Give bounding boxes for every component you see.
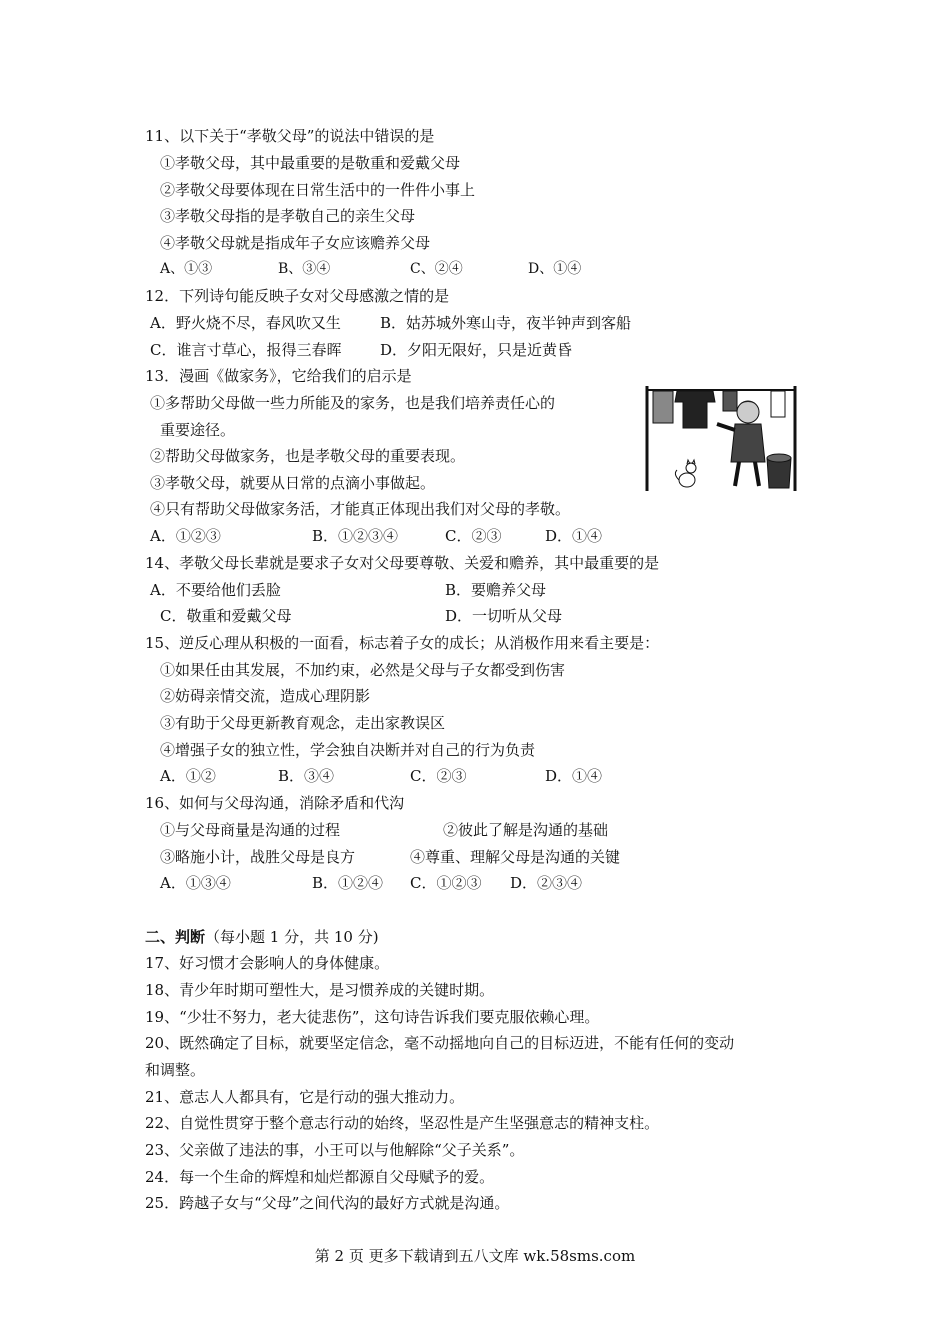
- q15-item-3: ③有助于父母更新教育观念，走出家教误区: [160, 714, 446, 732]
- q14-option-a: A．不要给他们丢脸: [150, 581, 281, 599]
- q11-item-3: ③孝敬父母指的是孝敬自己的亲生父母: [160, 207, 416, 225]
- q15-option-c: C．②③: [410, 767, 467, 785]
- section2-heading: [145, 927, 379, 947]
- q15-option-a: A．①②: [160, 767, 216, 785]
- page-footer: 第 2 页 更多下载请到五八文库 wk.58sms.com: [314, 1247, 636, 1265]
- q13-option-a: A．①②③: [150, 527, 221, 545]
- q12-option-a: A．野火烧不尽，春风吹又生: [150, 314, 341, 332]
- q11-item-4: ④孝敬父母就是指成年子女应该赡养父母: [160, 234, 431, 252]
- q15-item-4: ④增强子女的独立性，学会独自决断并对自己的行为负责: [160, 741, 536, 759]
- q12-option-c: C．谁言寸草心，报得三春晖: [150, 341, 342, 359]
- q11-option-b: B、③④: [278, 261, 331, 277]
- q13-item-4: ④只有帮助父母做家务活，才能真正体现出我们对父母的孝敬。: [150, 500, 571, 518]
- judge-item-24: 24．每一个生命的辉煌和灿烂都源自父母赋予的爱。: [145, 1168, 495, 1186]
- q16-item-3: ③略施小计，战胜父母是良方: [160, 848, 356, 866]
- q15-option-d: D．①④: [545, 767, 603, 785]
- q14-option-c: C．敬重和爱戴父母: [160, 607, 292, 625]
- q12-stem: 12．下列诗句能反映子女对父母感激之情的是: [145, 287, 450, 305]
- q11-option-c: C、②④: [410, 261, 463, 277]
- judge-item-23: 23、父亲做了违法的事，小王可以与他解除“父子关系”。: [145, 1141, 525, 1159]
- q13-item-3: ③孝敬父母，就要从日常的点滴小事做起。: [150, 474, 436, 492]
- q13-item-2: ②帮助父母做家务，也是孝敬父母的重要表现。: [150, 447, 466, 465]
- judge-item-22: 22、自觉性贯穿于整个意志行动的始终，坚忍性是产生坚强意志的精神支柱。: [145, 1114, 660, 1132]
- section2-note: （每小题 1 分，共 10 分): [205, 928, 379, 946]
- q15-option-b: B．③④: [278, 767, 335, 785]
- q15-item-1: ①如果任由其发展，不加约束，必然是父母与子女都受到伤害: [160, 661, 566, 679]
- q14-option-d: D．一切听从父母: [445, 607, 563, 625]
- q13-stem: 13．漫画《做家务》，它给我们的启示是: [145, 367, 412, 385]
- q15-item-2: ②妨碍亲情交流，造成心理阴影: [160, 687, 371, 705]
- q16-item-2: ②彼此了解是沟通的基础: [443, 821, 609, 839]
- q16-stem: 16、如何与父母沟通，消除矛盾和代沟: [145, 794, 405, 812]
- q12-option-b: B．姑苏城外寒山寺，夜半钟声到客船: [380, 314, 632, 332]
- q11-item-2: ②孝敬父母要体现在日常生活中的一件件小事上: [160, 181, 476, 199]
- q16-item-1: ①与父母商量是沟通的过程: [160, 821, 341, 839]
- q13-option-c: C．②③: [445, 527, 502, 545]
- household-chores-cartoon-icon: [643, 384, 801, 493]
- q15-stem: 15、逆反心理从积极的一面看，标志着子女的成长；从消极作用来看主要是：: [145, 634, 660, 652]
- q14-option-b: B．要赡养父母: [445, 581, 547, 599]
- judge-item-25: 25．跨越子女与“父母”之间代沟的最好方式就是沟通。: [145, 1194, 510, 1212]
- q11-item-1: ①孝敬父母，其中最重要的是敬重和爱戴父母: [160, 154, 461, 172]
- q16-option-a: A．①③④: [160, 874, 231, 892]
- q14-stem: 14、孝敬父母长辈就是要求子女对父母要尊敬、关爱和赡养，其中最重要的是: [145, 554, 660, 572]
- judge-item-20: 20、既然确定了目标，就要坚定信念，毫不动摇地向自己的目标迈进，不能有任何的变动: [145, 1034, 735, 1052]
- q16-option-d: D．②③④: [510, 874, 583, 892]
- q12-option-d: D．夕阳无限好，只是近黄昏: [380, 341, 573, 359]
- q13-item-1: ①多帮助父母做一些力所能及的家务，也是我们培养责任心的: [150, 394, 556, 412]
- q16-item-4: ④尊重、理解父母是沟通的关键: [410, 848, 621, 866]
- q13-item-1-cont: 重要途径。: [160, 421, 236, 439]
- q13-option-b: B．①②③④: [312, 527, 399, 545]
- q11-option-a: A、①③: [160, 261, 213, 277]
- q11-stem: 11、以下关于“孝敬父母”的说法中错误的是: [145, 127, 435, 145]
- judge-item-17: 17、好习惯才会影响人的身体健康。: [145, 954, 390, 972]
- section2-title: 二、判断: [145, 928, 206, 946]
- judge-item-20-cont: 和调整。: [145, 1061, 206, 1079]
- judge-item-18: 18、青少年时期可塑性大，是习惯养成的关键时期。: [145, 981, 495, 999]
- judge-item-21: 21、意志人人都具有，它是行动的强大推动力。: [145, 1088, 465, 1106]
- q16-option-c: C．①②③: [410, 874, 482, 892]
- q11-option-d: D、①④: [528, 261, 582, 277]
- q13-option-d: D．①④: [545, 527, 603, 545]
- judge-item-19: 19、“少壮不努力，老大徒悲伤”，这句诗告诉我们要克服依赖心理。: [145, 1008, 600, 1026]
- q16-option-b: B．①②④: [312, 874, 384, 892]
